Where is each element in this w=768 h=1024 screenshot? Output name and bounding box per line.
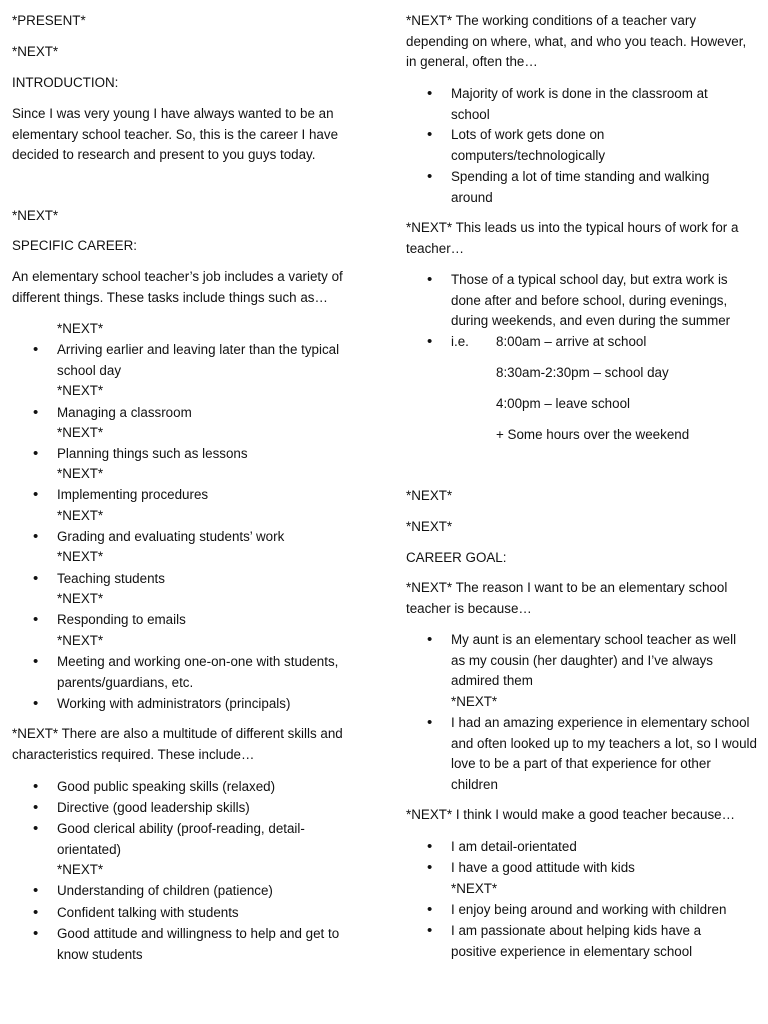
next-marker: *NEXT* <box>57 591 104 606</box>
next-marker: *NEXT* <box>57 549 104 564</box>
next-marker: *NEXT* <box>12 208 59 223</box>
next-marker: *NEXT* <box>451 694 498 709</box>
next-marker: *NEXT* <box>57 383 104 398</box>
intro-paragraph: Since I was very young I have always wanted to be an elementary school teacher. So, this is the career I have decided to research and present to you guys today. <box>12 106 339 163</box>
hours-item: • Those of a typical school day, but extra work is done after and before school, during evenings, during weekends, and even during the summer <box>451 270 751 332</box>
skill-item: • Directive (good leadership skills) <box>57 798 250 819</box>
next-marker: *NEXT* <box>451 881 498 896</box>
next-marker: *NEXT* <box>12 44 59 59</box>
good-item: • I am passionate about helping kids have a positive experience in elementary school <box>451 921 741 962</box>
intro-heading: INTRODUCTION: <box>12 75 119 90</box>
goal-heading: CAREER GOAL: <box>406 550 507 565</box>
reason-paragraph: *NEXT* The reason I want to be an elementary school teacher is because… <box>406 580 728 616</box>
hours-paragraph: *NEXT* This leads us into the typical hours of work for a teacher… <box>406 220 739 256</box>
schedule-line: 4:00pm – leave school <box>496 396 630 411</box>
task-item: • Managing a classroom <box>57 403 192 424</box>
skill-item: • Good clerical ability (proof-reading, detail-orientated) <box>57 819 327 860</box>
next-marker: *NEXT* <box>57 321 104 336</box>
skill-item: • Good public speaking skills (relaxed) <box>57 777 275 798</box>
present-marker: *PRESENT* <box>12 13 86 28</box>
next-marker: *NEXT* <box>57 466 104 481</box>
career-paragraph: An elementary school teacher’s job includes a variety of different things. These tasks include things such as… <box>12 269 343 305</box>
schedule-line: 8:00am – arrive at school <box>496 334 647 349</box>
conditions-paragraph: *NEXT* The working conditions of a teacher vary depending on where, what, and who you teach. However, in general, often the… <box>406 13 747 70</box>
schedule-line: + Some hours over the weekend <box>496 427 690 442</box>
good-item: • I have a good attitude with kids <box>451 858 635 879</box>
task-item: • Working with administrators (principals) <box>57 694 290 715</box>
reason-item: • I had an amazing experience in elementary school and often looked up to my teachers a lot, so I would love to be a part of that experience for other children <box>451 713 758 796</box>
good-item: • I am detail-orientated <box>451 837 577 858</box>
schedule-line: 8:30am-2:30pm – school day <box>496 365 669 380</box>
ie-label: • i.e. <box>451 332 469 353</box>
next-marker: *NEXT* <box>57 633 104 648</box>
task-item: • Meeting and working one-on-one with students, parents/guardians, etc. <box>57 652 362 693</box>
task-item: • Implementing procedures <box>57 485 208 506</box>
good-item: • I enjoy being around and working with children <box>451 900 726 921</box>
next-marker: *NEXT* <box>406 519 453 534</box>
task-item: • Arriving earlier and leaving later than the typical school day <box>57 340 357 381</box>
skill-item: • Confident talking with students <box>57 903 239 924</box>
skill-item: • Understanding of children (patience) <box>57 881 273 902</box>
condition-item: • Spending a lot of time standing and walking around <box>451 167 751 208</box>
reason-item: • My aunt is an elementary school teacher as well as my cousin (her daughter) and I’ve always admired them <box>451 630 751 692</box>
next-marker: *NEXT* <box>406 488 453 503</box>
task-item: • Teaching students <box>57 569 165 590</box>
next-marker: *NEXT* <box>57 425 104 440</box>
next-marker: *NEXT* <box>57 508 104 523</box>
condition-item: • Lots of work gets done on computers/technologically <box>451 125 661 166</box>
good-paragraph: *NEXT* I think I would make a good teacher because… <box>406 807 735 822</box>
next-marker: *NEXT* <box>57 862 104 877</box>
skills-paragraph: *NEXT* There are also a multitude of different skills and characteristics required. These include… <box>12 726 343 762</box>
task-item: • Responding to emails <box>57 610 186 631</box>
task-item: • Grading and evaluating students’ work <box>57 527 284 548</box>
condition-item: • Majority of work is done in the classroom at school <box>451 84 741 125</box>
career-heading: SPECIFIC CAREER: <box>12 238 138 253</box>
skill-item: • Good attitude and willingness to help and get to know students <box>57 924 357 965</box>
task-item: • Planning things such as lessons <box>57 444 248 465</box>
